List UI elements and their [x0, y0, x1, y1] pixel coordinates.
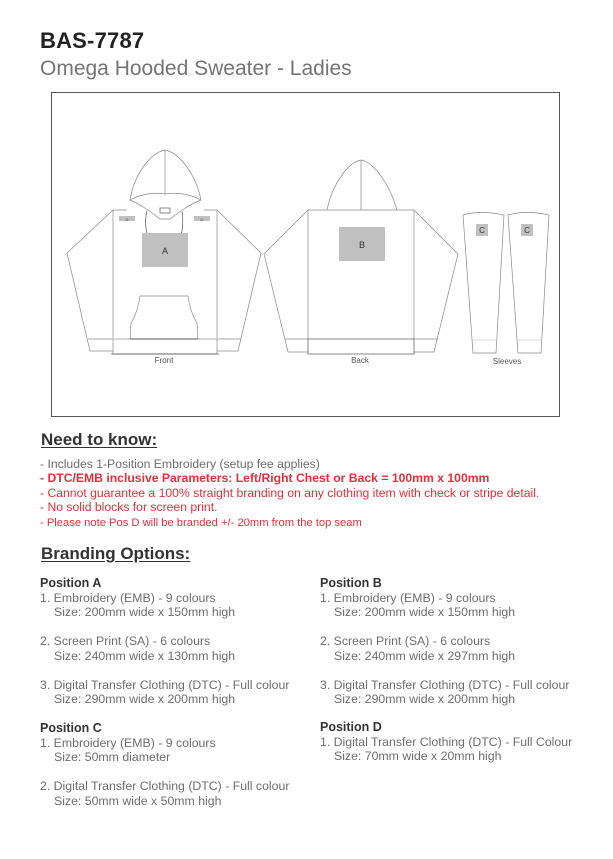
branding-option [40, 736, 289, 765]
method: 2. Digital Transfer Clothing (DTC) - Full colour [40, 779, 290, 793]
method: 2. Screen Print (SA) - 6 colours [40, 634, 211, 648]
front-sleeve-right [217, 210, 261, 351]
size: Size: 50mm wide x 50mm high [54, 793, 222, 808]
branding-option [40, 779, 289, 808]
product-name: Omega Hooded Sweater - Ladies [40, 57, 352, 80]
back-hood [327, 160, 397, 210]
branding-option [40, 591, 289, 620]
size: Size: 200mm wide x 150mm high [334, 605, 516, 619]
branding-option [40, 678, 289, 707]
method: 1. Embroidery (EMB) - 9 colours [320, 590, 496, 605]
branding-option [320, 634, 569, 663]
sleeves-view [463, 212, 549, 353]
position-b [320, 576, 569, 721]
method: 3. Digital Transfer Clothing (DTC) - Full colour [320, 677, 570, 692]
back-sleeve-right [414, 210, 458, 352]
branding-options-heading: Branding Options: [41, 544, 191, 563]
zone-d-right-label: D [200, 217, 204, 222]
position-heading: Position C [40, 721, 102, 735]
size: Size: 50mm diameter [54, 750, 171, 764]
position-heading: Position B [320, 576, 382, 590]
note-item: - No solid blocks for screen print. [40, 499, 218, 514]
front-label: Front [154, 356, 174, 365]
position-heading: Position D [320, 720, 382, 734]
note-item: - Please note Pos D will be branded +/- 20mm from the top seam [40, 517, 362, 530]
zone-c-right-label: C [524, 226, 530, 235]
front-waistband [113, 339, 217, 354]
kangaroo-pocket [130, 296, 198, 339]
branding-option [320, 735, 572, 764]
zone-a-label: A [161, 246, 169, 256]
back-waistband [308, 339, 414, 354]
branding-option [320, 591, 569, 620]
garment-diagram [51, 92, 560, 417]
size: Size: 240mm wide x 130mm high [54, 648, 236, 663]
product-code: BAS-7787 [40, 28, 145, 53]
branding-option [320, 678, 569, 707]
method: 2. Screen Print (SA) - 6 colours [320, 634, 491, 648]
zone-d-left-label: D [125, 217, 129, 222]
front-body [113, 210, 217, 338]
method: 1. Digital Transfer Clothing (DTC) - Full Colour [320, 734, 573, 749]
front-neck-label [160, 208, 170, 213]
back-sleeve-left [264, 210, 308, 352]
method: 1. Embroidery (EMB) - 9 colours [40, 590, 216, 605]
zone-c-left-label: C [479, 226, 485, 235]
method: 1. Embroidery (EMB) - 9 colours [40, 735, 216, 750]
need-to-know-notes [40, 457, 539, 530]
need-to-know-heading: Need to know: [41, 430, 158, 449]
position-heading: Position A [40, 576, 102, 590]
size: Size: 70mm wide x 20mm high [334, 749, 502, 763]
note-item: - Cannot guarantee a 100% straight branding on any clothing item with check or stripe detail. [40, 485, 540, 500]
size: Size: 240mm wide x 297mm high [334, 648, 516, 663]
method: 3. Digital Transfer Clothing (DTC) - Full colour [40, 677, 290, 692]
note-item: - DTC/EMB inclusive Parameters: Left/Right Chest or Back = 100mm x 100mm [40, 471, 490, 486]
front-hood [130, 150, 201, 200]
note-item: - Includes 1-Position Embroidery (setup fee applies) [40, 457, 320, 471]
position-d [320, 720, 572, 778]
branding-option [40, 634, 289, 663]
back-label: Back [351, 356, 369, 365]
front-sleeve-left [67, 210, 113, 351]
position-a [40, 576, 289, 721]
size: Size: 290mm wide x 200mm high [334, 692, 516, 706]
size: Size: 200mm wide x 150mm high [54, 605, 236, 619]
size: Size: 290mm wide x 200mm high [54, 692, 236, 706]
position-c [40, 721, 289, 823]
zone-b-label: B [358, 240, 366, 250]
sleeves-label: Sleeves [492, 357, 522, 366]
